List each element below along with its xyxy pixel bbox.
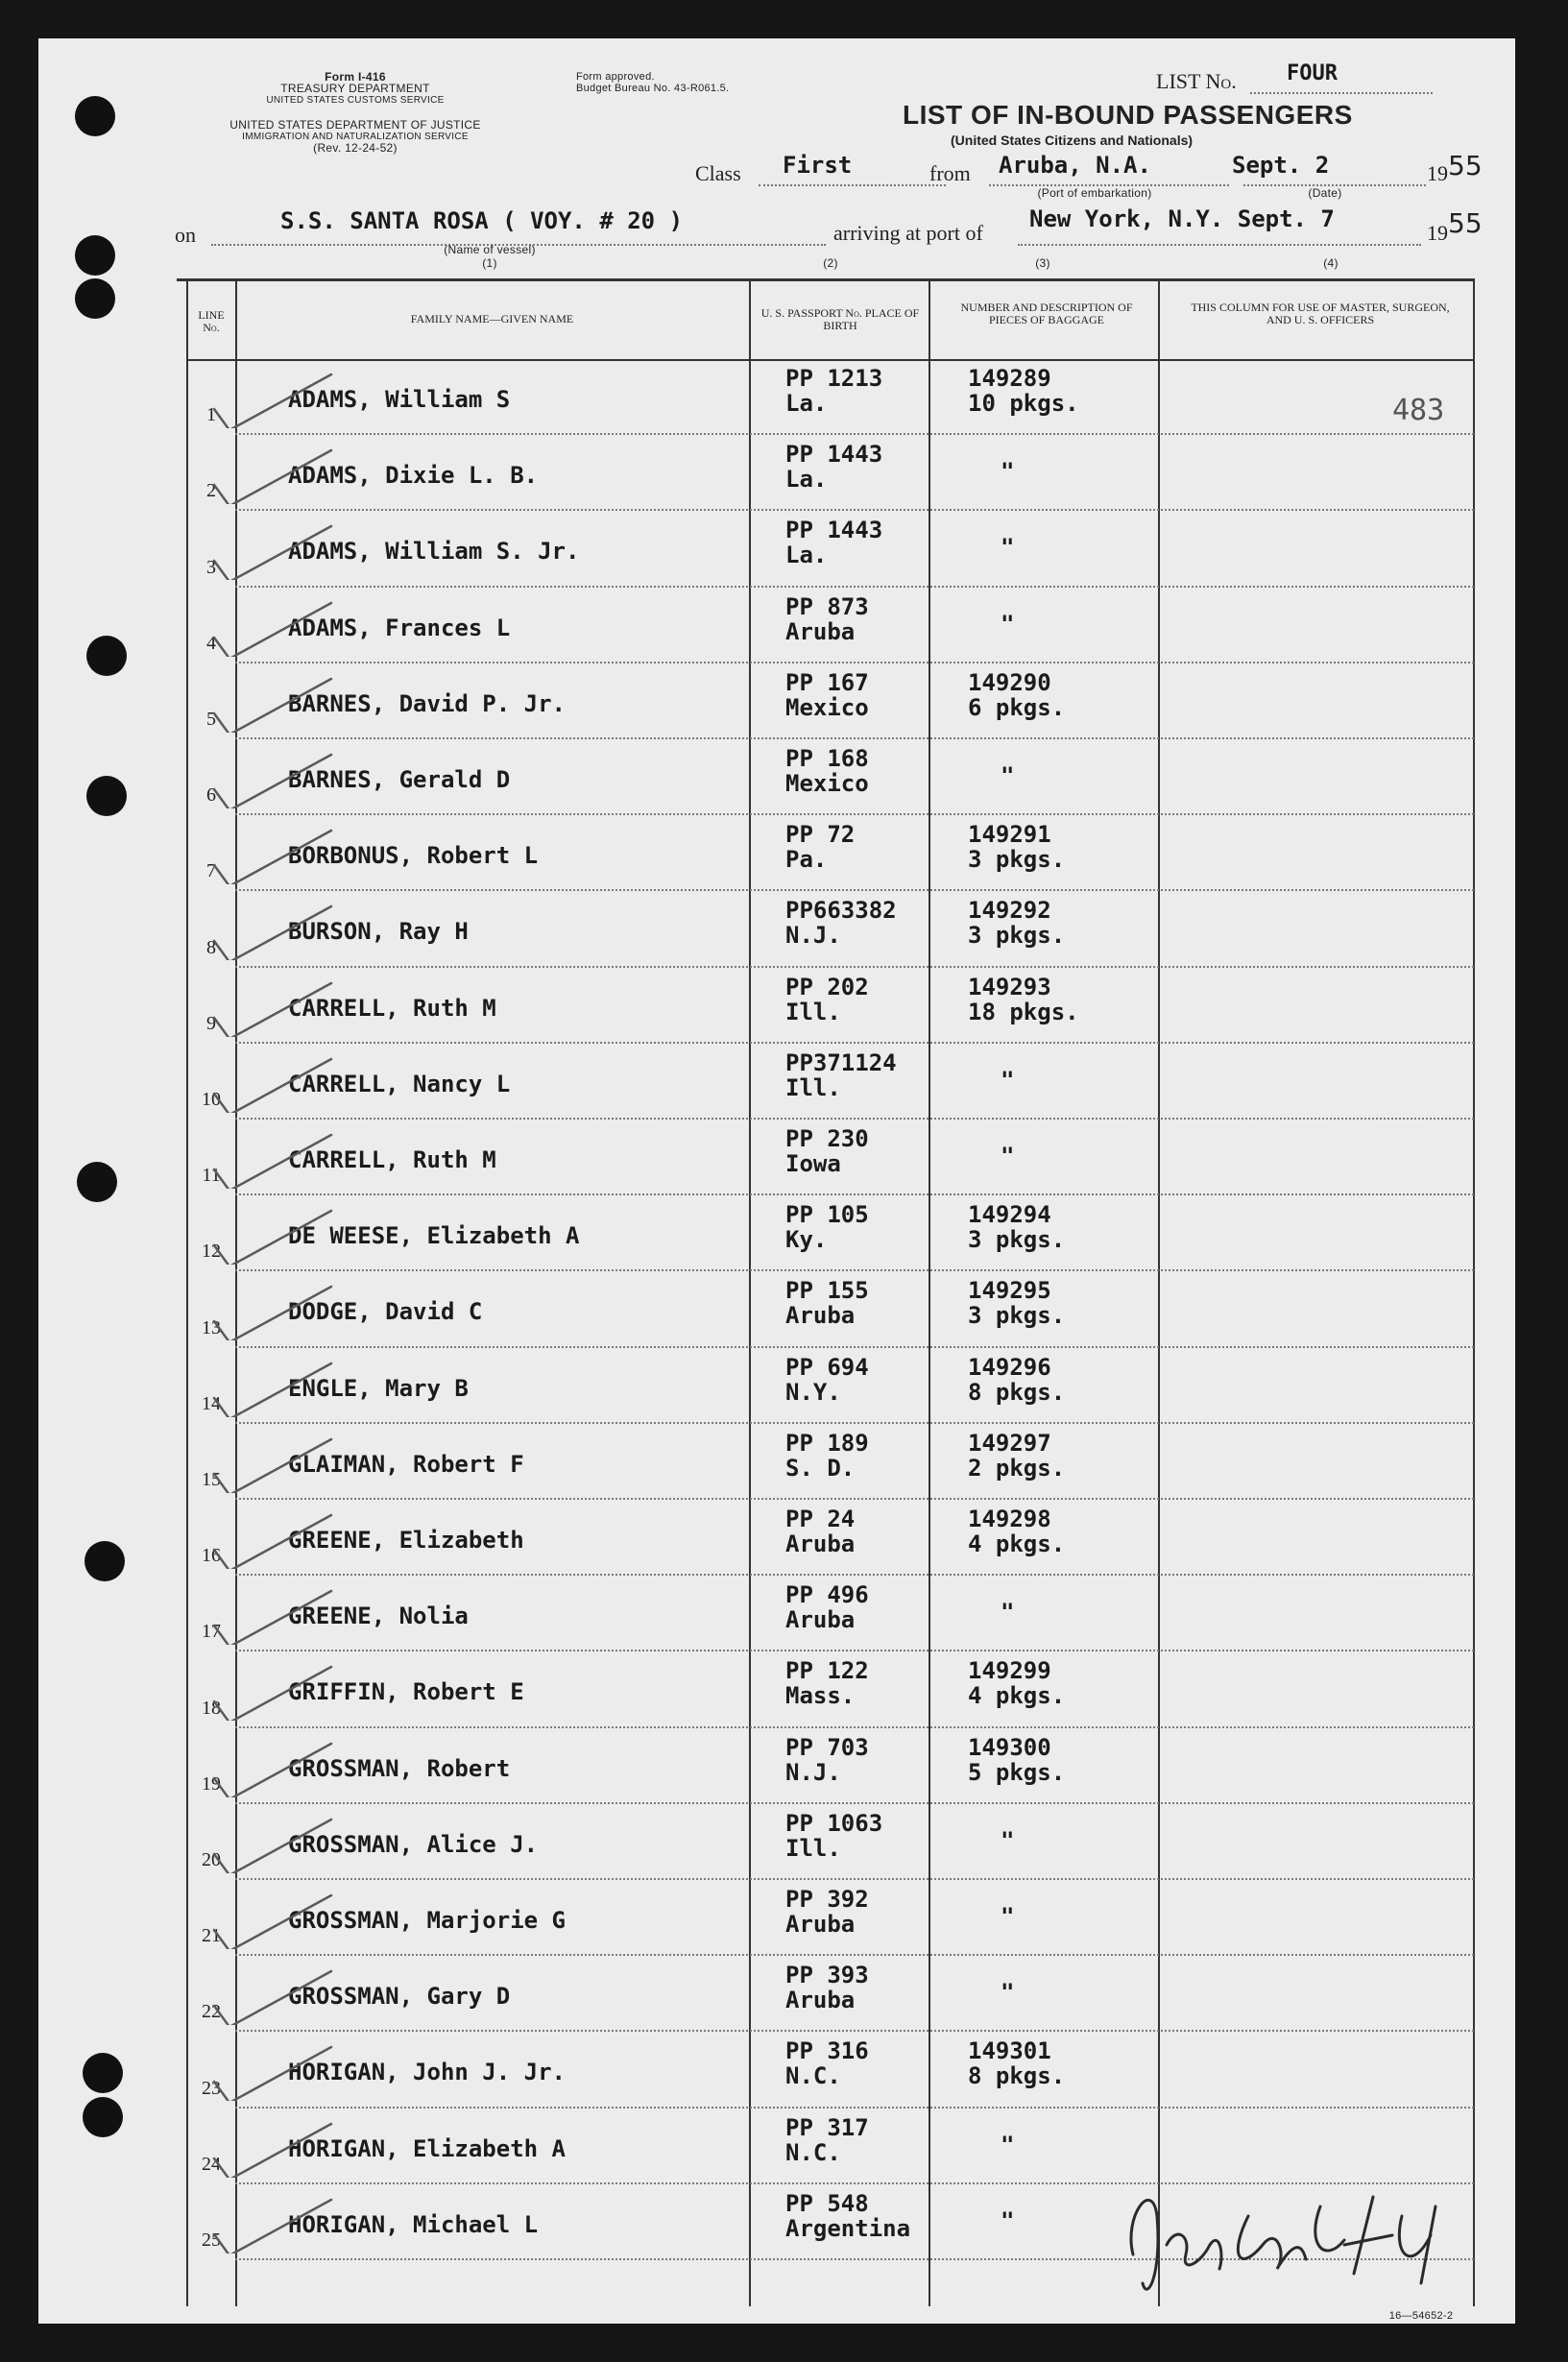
birthplace: N.C.	[785, 2062, 841, 2090]
check-mark-icon	[206, 1435, 341, 1493]
birthplace: Pa.	[785, 846, 828, 874]
port-of-embarkation: Aruba, N.A.	[999, 152, 1151, 179]
line-number: 20	[202, 1849, 221, 1870]
row-separator	[235, 433, 1474, 435]
vessel-col-num: (1)	[482, 256, 497, 270]
passenger-name: HORIGAN, John J. Jr.	[288, 2059, 566, 2086]
table-top-border	[177, 278, 1475, 281]
arrival-line	[1018, 244, 1421, 246]
check-mark-icon	[206, 446, 341, 504]
row-separator	[235, 1498, 1474, 1500]
check-mark-icon	[206, 1283, 341, 1340]
line-number: 3	[206, 556, 216, 578]
check-mark-icon	[206, 1511, 341, 1569]
passenger-name: GROSSMAN, Alice J.	[288, 1830, 539, 1858]
form-number: Form I-416	[325, 70, 386, 84]
line-number: 16	[202, 1545, 221, 1567]
baggage-number: "	[1001, 1143, 1015, 1169]
baggage-number: 149289	[968, 365, 1051, 392]
passenger-name: HORIGAN, Elizabeth A	[288, 2134, 566, 2162]
row-separator	[235, 1878, 1474, 1880]
row-separator	[235, 889, 1474, 891]
col-num-3: (3)	[1035, 256, 1050, 270]
treasury-label: TREASURY DEPARTMENT	[280, 82, 430, 95]
table-right-border	[1473, 278, 1475, 2306]
birthplace: Ill.	[785, 998, 841, 1025]
justice-label: UNITED STATES DEPARTMENT OF JUSTICE	[229, 118, 481, 132]
col-num-2: (2)	[823, 256, 838, 270]
check-mark-icon	[206, 979, 341, 1037]
baggage-description: 3 pkgs.	[968, 922, 1066, 950]
header-officers: THIS COLUMN FOR USE OF MASTER, SURGEON, AND U. S. OFFICERS	[1191, 301, 1450, 326]
baggage-number: 149295	[968, 1277, 1051, 1305]
passenger-name: CARRELL, Ruth M	[288, 1146, 496, 1173]
binder-hole	[75, 235, 115, 276]
passport-number: PP 105	[785, 1201, 869, 1229]
line-number: 10	[202, 1089, 221, 1110]
passenger-name: GREENE, Nolia	[288, 1603, 469, 1630]
passport-number: PP 496	[785, 1581, 869, 1609]
baggage-number: 149299	[968, 1657, 1051, 1685]
header-line-no: LINE No.	[198, 308, 225, 334]
line-number: 4	[206, 632, 216, 654]
birthplace: Iowa	[785, 1150, 841, 1177]
baggage-number: 149297	[968, 1429, 1051, 1457]
binder-hole	[75, 278, 115, 319]
check-mark-icon	[206, 1740, 341, 1797]
birthplace: Ky.	[785, 1226, 828, 1254]
passport-number: PP 316	[785, 2037, 869, 2065]
line-number: 5	[206, 709, 216, 730]
check-mark-icon	[206, 1207, 341, 1265]
baggage-description: 3 pkgs.	[968, 846, 1066, 874]
row-separator	[235, 586, 1474, 588]
customs-label: UNITED STATES CUSTOMS SERVICE	[266, 95, 445, 106]
check-mark-icon	[206, 599, 341, 657]
passenger-name: BURSON, Ray H	[288, 918, 469, 946]
passport-number: PP 1213	[785, 365, 883, 392]
line-number: 14	[202, 1392, 221, 1414]
passenger-name: HORIGAN, Michael L	[288, 2210, 539, 2238]
line-number: 8	[206, 936, 216, 958]
row-separator	[235, 966, 1474, 968]
table-left-border	[186, 278, 188, 2306]
baggage-number: 149293	[968, 973, 1051, 1000]
birthplace: Ill.	[785, 1073, 841, 1101]
passport-col-border	[929, 278, 930, 2306]
list-number-line	[1250, 92, 1433, 94]
passport-number: PP 122	[785, 1657, 869, 1685]
line-number: 19	[202, 1772, 221, 1795]
check-mark-icon	[206, 1055, 341, 1113]
passenger-name: ENGLE, Mary B	[288, 1374, 469, 1402]
passenger-name: GROSSMAN, Gary D	[288, 1983, 511, 2011]
passenger-name: DODGE, David C	[288, 1298, 483, 1326]
baggage-description: 8 pkgs.	[968, 1378, 1066, 1406]
line-number: 15	[202, 1469, 221, 1490]
budget-bureau: Budget Bureau No. 43-R061.5.	[576, 83, 730, 94]
passport-number: PP 1063	[785, 1809, 883, 1837]
passenger-name: ADAMS, Frances L	[288, 614, 511, 641]
birthplace: Mass.	[785, 1682, 856, 1710]
baggage-number: "	[1001, 2131, 1015, 2158]
row-separator	[235, 737, 1474, 739]
birthplace: La.	[785, 466, 828, 494]
list-number: FOUR	[1287, 61, 1338, 85]
check-mark-icon	[206, 751, 341, 808]
birthplace: N.J.	[785, 1758, 841, 1786]
birthplace: Argentina	[785, 2214, 911, 2242]
passport-number: PP371124	[785, 1048, 897, 1076]
manifest-page	[38, 38, 1515, 2324]
passport-number: PP 393	[785, 1962, 869, 1989]
birthplace: S. D.	[785, 1454, 856, 1482]
check-mark-icon	[206, 903, 341, 960]
passport-number: PP 1443	[785, 441, 883, 469]
from-label: from	[929, 161, 971, 185]
baggage-number: 149296	[968, 1353, 1051, 1381]
arrival-year: 55	[1448, 207, 1483, 239]
baggage-description: 3 pkgs.	[968, 1302, 1066, 1330]
baggage-number: "	[1001, 1599, 1015, 1627]
baggage-number: "	[1001, 534, 1015, 562]
binder-hole	[83, 2053, 123, 2093]
baggage-description: 2 pkgs.	[968, 1454, 1066, 1482]
baggage-number: "	[1001, 1979, 1015, 2007]
arrival-port-date: New York, N.Y. Sept. 7	[1029, 205, 1335, 232]
passport-number: PP 72	[785, 821, 856, 849]
passenger-name: DE WEESE, Elizabeth A	[288, 1222, 580, 1250]
row-separator	[235, 1954, 1474, 1956]
class-line	[759, 184, 946, 186]
line-number: 21	[202, 1925, 221, 1947]
check-mark-icon	[206, 1360, 341, 1417]
vessel-name: S.S. SANTA ROSA ( VOY. # 20 )	[280, 207, 684, 234]
row-separator	[235, 1422, 1474, 1424]
row-separator	[235, 1802, 1474, 1804]
line-number: 1	[206, 404, 216, 426]
passport-number: PP 694	[785, 1353, 869, 1381]
check-mark-icon	[206, 1587, 341, 1645]
row-separator	[235, 2030, 1474, 2032]
officer-annotation: 483	[1392, 394, 1445, 427]
header-name: FAMILY NAME—GIVEN NAME	[410, 312, 574, 325]
baggage-number: 149291	[968, 821, 1051, 849]
binder-hole	[83, 2097, 123, 2137]
line-number: 23	[202, 2077, 221, 2099]
passport-number: PP 202	[785, 973, 869, 1000]
check-mark-icon	[206, 1967, 341, 2025]
passenger-name: ADAMS, William S. Jr.	[288, 538, 580, 566]
row-separator	[235, 1042, 1474, 1044]
check-mark-icon	[206, 1663, 341, 1721]
line-number: 7	[206, 860, 216, 882]
passenger-name: BORBONUS, Robert L	[288, 842, 539, 870]
passport-number: PP663382	[785, 897, 897, 925]
row-separator	[235, 1118, 1474, 1120]
check-mark-icon	[206, 371, 341, 428]
passenger-name: GREENE, Elizabeth	[288, 1527, 524, 1554]
check-mark-icon	[206, 1892, 341, 1949]
line-number: 24	[202, 2153, 221, 2175]
baggage-col-border	[1158, 278, 1160, 2306]
arriving-label: arriving at port of	[833, 221, 983, 245]
on-label: on	[175, 223, 196, 247]
passenger-name: ADAMS, Dixie L. B.	[288, 462, 539, 490]
passenger-name: ADAMS, William S	[288, 386, 511, 413]
row-separator	[235, 1574, 1474, 1576]
line-number: 11	[202, 1165, 221, 1187]
birthplace: Ill.	[785, 1834, 841, 1862]
birthplace: Mexico	[785, 693, 869, 721]
passport-number: PP 155	[785, 1277, 869, 1305]
check-mark-icon	[206, 675, 341, 733]
check-mark-icon	[206, 827, 341, 884]
arrival-year-prefix: 19	[1427, 221, 1448, 245]
baggage-description: 4 pkgs.	[968, 1682, 1066, 1710]
row-separator	[235, 509, 1474, 511]
passenger-name: BARNES, David P. Jr.	[288, 689, 566, 717]
header-baggage: NUMBER AND DESCRIPTION OF PIECES OF BAGGAGE	[960, 301, 1133, 326]
passport-number: PP 317	[785, 2113, 869, 2141]
birthplace: N.C.	[785, 2138, 841, 2166]
row-separator	[235, 1269, 1474, 1271]
passport-number: PP 392	[785, 1886, 869, 1913]
header-passport: U. S. PASSPORT No. PLACE OF BIRTH	[760, 306, 920, 332]
line-number: 12	[202, 1241, 221, 1263]
passport-number: PP 873	[785, 592, 869, 620]
embark-year-prefix: 19	[1427, 161, 1448, 185]
baggage-description: 5 pkgs.	[968, 1758, 1066, 1786]
line-number: 2	[206, 480, 216, 502]
baggage-description: 8 pkgs.	[968, 2062, 1066, 2090]
line-number: 9	[206, 1012, 216, 1034]
line-number: 13	[202, 1316, 221, 1338]
passenger-name: GROSSMAN, Robert	[288, 1754, 511, 1782]
passport-number: PP 703	[785, 1733, 869, 1761]
col-num-4: (4)	[1323, 256, 1339, 270]
row-separator	[235, 1726, 1474, 1728]
passport-number: PP 548	[785, 2189, 869, 2217]
passenger-name: CARRELL, Nancy L	[288, 1070, 511, 1097]
row-separator	[235, 1650, 1474, 1651]
baggage-number: 149301	[968, 2037, 1051, 2065]
passport-number: PP 167	[785, 668, 869, 696]
binder-hole	[84, 1541, 125, 1581]
table-header-border	[186, 359, 1475, 361]
vessel-caption: (Name of vessel)	[444, 243, 536, 256]
baggage-description: 18 pkgs.	[968, 998, 1079, 1025]
check-mark-icon	[206, 2120, 341, 2178]
birthplace: La.	[785, 542, 828, 569]
passport-number: PP 230	[785, 1125, 869, 1152]
baggage-description: 10 pkgs.	[968, 390, 1079, 417]
check-mark-icon	[206, 1816, 341, 1873]
binder-hole	[75, 96, 115, 136]
birthplace: La.	[785, 390, 828, 417]
embark-date: Sept. 2	[1232, 152, 1330, 179]
baggage-number: "	[1001, 1903, 1015, 1930]
line-number: 22	[202, 2001, 221, 2023]
passenger-name: GRIFFIN, Robert E	[288, 1678, 524, 1706]
embark-year: 55	[1448, 150, 1483, 181]
birthplace: Aruba	[785, 1302, 856, 1330]
baggage-number: 149300	[968, 1733, 1051, 1761]
baggage-description: 3 pkgs.	[968, 1226, 1066, 1254]
binder-hole	[77, 1162, 117, 1202]
birthplace: Aruba	[785, 1987, 856, 2014]
binder-hole	[86, 636, 127, 676]
line-number: 6	[206, 784, 216, 807]
baggage-number: "	[1001, 458, 1015, 486]
class-value: First	[783, 152, 853, 179]
line-number: 25	[202, 2229, 221, 2251]
check-mark-icon	[206, 1131, 341, 1189]
row-separator	[235, 662, 1474, 663]
baggage-number: "	[1001, 610, 1015, 638]
birthplace: Aruba	[785, 1606, 856, 1634]
manifest-subtitle: (United States Citizens and Nationals)	[951, 133, 1194, 148]
check-mark-icon	[206, 2043, 341, 2101]
check-mark-icon	[206, 2196, 341, 2254]
row-separator	[235, 813, 1474, 815]
passenger-name: GROSSMAN, Marjorie G	[288, 1907, 566, 1934]
date-caption: (Date)	[1308, 186, 1342, 200]
passport-number: PP 189	[785, 1429, 869, 1457]
row-separator	[235, 1346, 1474, 1348]
birthplace: Aruba	[785, 1530, 856, 1557]
baggage-number: "	[1001, 1826, 1015, 1854]
baggage-number: 149290	[968, 668, 1051, 696]
embark-caption: (Port of embarkation)	[1037, 186, 1152, 200]
passenger-name: CARRELL, Ruth M	[288, 994, 496, 1022]
baggage-number: 149294	[968, 1201, 1051, 1229]
name-col-border	[749, 278, 751, 2306]
baggage-number: "	[1001, 2206, 1015, 2234]
binder-hole	[86, 776, 127, 816]
birthplace: N.Y.	[785, 1378, 841, 1406]
row-separator	[235, 1193, 1474, 1195]
birthplace: Aruba	[785, 617, 856, 645]
birthplace: N.J.	[785, 922, 841, 950]
passport-number: PP 1443	[785, 517, 883, 544]
check-mark-icon	[206, 522, 341, 580]
passenger-name: BARNES, Gerald D	[288, 766, 511, 793]
birthplace: Mexico	[785, 770, 869, 797]
row-separator	[235, 2107, 1474, 2109]
passport-number: PP 168	[785, 745, 869, 772]
baggage-description: 6 pkgs.	[968, 693, 1066, 721]
line-number: 17	[202, 1621, 221, 1643]
baggage-number: "	[1001, 1066, 1015, 1094]
footer-code: 16—54652-2	[1388, 2310, 1454, 2322]
revision-label: (Rev. 12-24-52)	[313, 141, 398, 155]
class-label: Class	[695, 161, 741, 185]
baggage-number: 149298	[968, 1506, 1051, 1532]
form-approved: Form approved.	[576, 71, 655, 83]
baggage-number: "	[1001, 762, 1015, 789]
passport-number: PP 24	[785, 1506, 856, 1532]
list-number-label: LIST No.	[1156, 69, 1237, 93]
manifest-title: LIST OF IN-BOUND PASSENGERS	[903, 100, 1353, 130]
birthplace: Aruba	[785, 1911, 856, 1938]
passenger-name: GLAIMAN, Robert F	[288, 1450, 524, 1478]
immigration-label: IMMIGRATION AND NATURALIZATION SERVICE	[242, 132, 469, 142]
baggage-description: 4 pkgs.	[968, 1530, 1066, 1557]
baggage-number: 149292	[968, 897, 1051, 925]
line-number: 18	[202, 1697, 221, 1719]
